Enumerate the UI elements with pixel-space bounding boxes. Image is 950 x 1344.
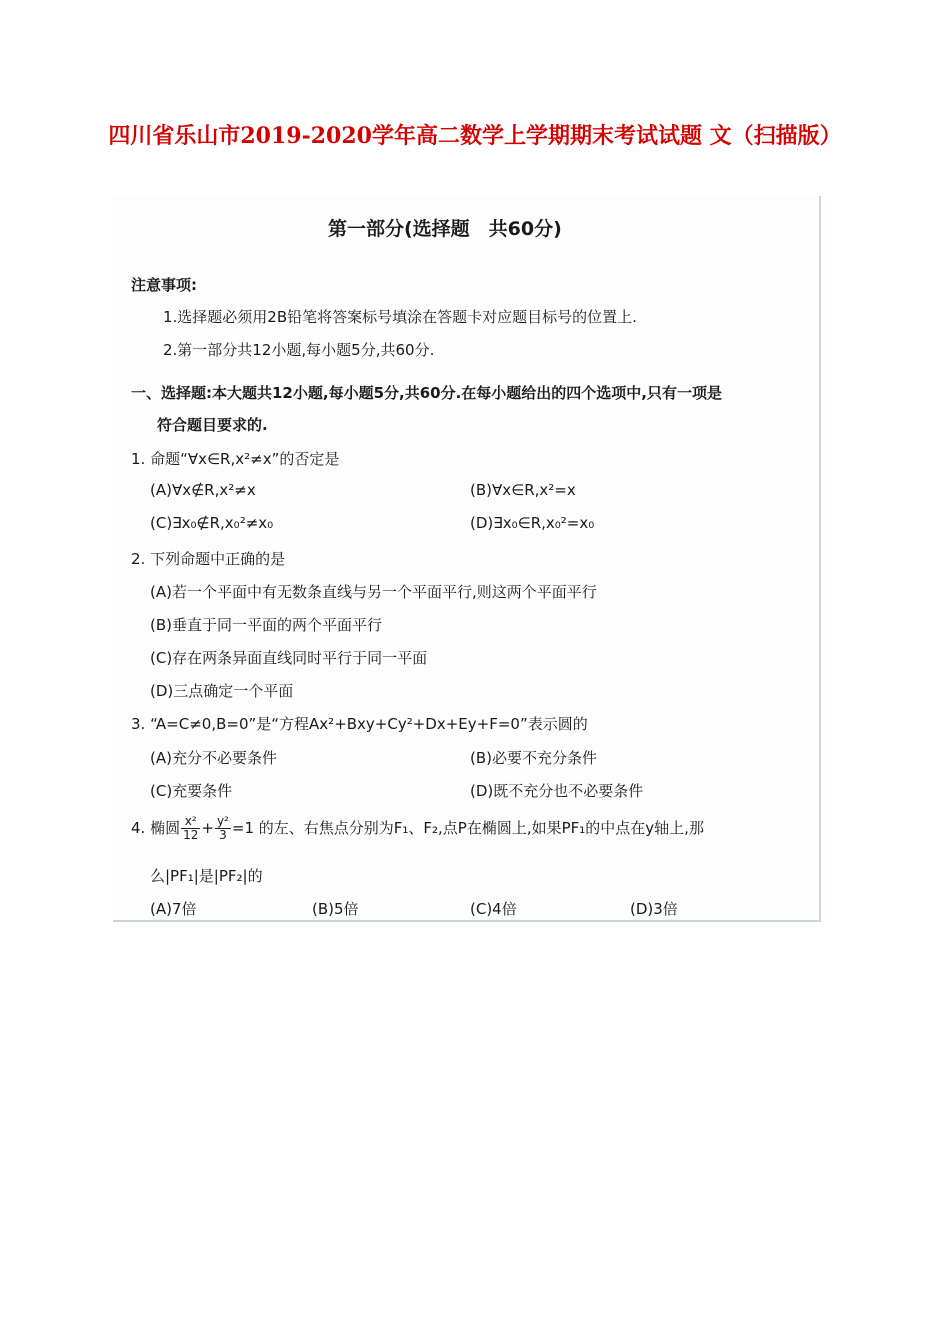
notice-item: 1.选择题必须用2B铅笔将答案标号填涂在答题卡对应题目标号的位置上. xyxy=(163,308,637,326)
plus-sign: + xyxy=(201,819,214,837)
question-stem: 1. 命题“∀x∈R,x²≠x”的否定是 xyxy=(131,450,340,468)
fraction-numerator: x² xyxy=(181,815,200,829)
part-intro-continued: 符合题目要求的. xyxy=(157,416,268,434)
option-b: (B)必要不充分条件 xyxy=(470,749,597,767)
fraction-denominator: 3 xyxy=(219,828,227,842)
question-stem-continued: 么|PF₁|是|PF₂|的 xyxy=(150,867,263,885)
option-b: (B)∀x∈R,x²=x xyxy=(470,481,576,499)
option-d: (D)∃x₀∈R,x₀²=x₀ xyxy=(470,514,595,532)
notice-item: 2.第一部分共12小题,每小题5分,共60分. xyxy=(163,341,435,359)
fraction-y xyxy=(215,815,231,842)
document-title: 四川省乐山市2019-2020学年高二数学上学期期末考试试题 文（扫描版） xyxy=(108,123,842,149)
question-stem xyxy=(131,815,704,842)
question-stem: 2. 下列命题中正确的是 xyxy=(131,550,286,568)
option-a: (A)∀x∉R,x²≠x xyxy=(150,481,256,499)
option-b: (B)垂直于同一平面的两个平面平行 xyxy=(150,616,382,634)
option-c: (C)∃x₀∉R,x₀²≠x₀ xyxy=(150,514,274,532)
stem-prefix: 4. 椭圆 xyxy=(131,819,181,837)
fraction-denominator: 12 xyxy=(183,828,199,842)
option-a: (A)充分不必要条件 xyxy=(150,749,277,767)
option-b: (B)5倍 xyxy=(312,900,359,918)
option-d: (D)既不充分也不必要条件 xyxy=(470,782,644,800)
fraction-x xyxy=(181,815,200,842)
part-intro: 一、选择题:本大题共12小题,每小题5分,共60分.在每小题给出的四个选项中,只有一项是 xyxy=(131,384,722,402)
option-c: (C)充要条件 xyxy=(150,782,233,800)
option-d: (D)3倍 xyxy=(630,900,678,918)
option-c: (C)存在两条异面直线同时平行于同一平面 xyxy=(150,649,428,667)
notice-heading: 注意事项: xyxy=(131,276,197,294)
section-heading: 第一部分(选择题 共60分) xyxy=(328,218,562,240)
option-a: (A)7倍 xyxy=(150,900,197,918)
option-a: (A)若一个平面中有无数条直线与另一个平面平行,则这两个平面平行 xyxy=(150,583,597,601)
option-d: (D)三点确定一个平面 xyxy=(150,682,294,700)
question-stem: 3. “A=C≠0,B=0”是“方程Ax²+Bxy+Cy²+Dx+Ey+F=0”表示圆的 xyxy=(131,715,588,733)
stem-suffix: =1 的左、右焦点分别为F₁、F₂,点P在椭圆上,如果PF₁的中点在y轴上,那 xyxy=(231,819,704,837)
fraction-numerator: y² xyxy=(216,814,229,828)
option-c: (C)4倍 xyxy=(470,900,517,918)
scanned-exam-page xyxy=(113,196,821,922)
